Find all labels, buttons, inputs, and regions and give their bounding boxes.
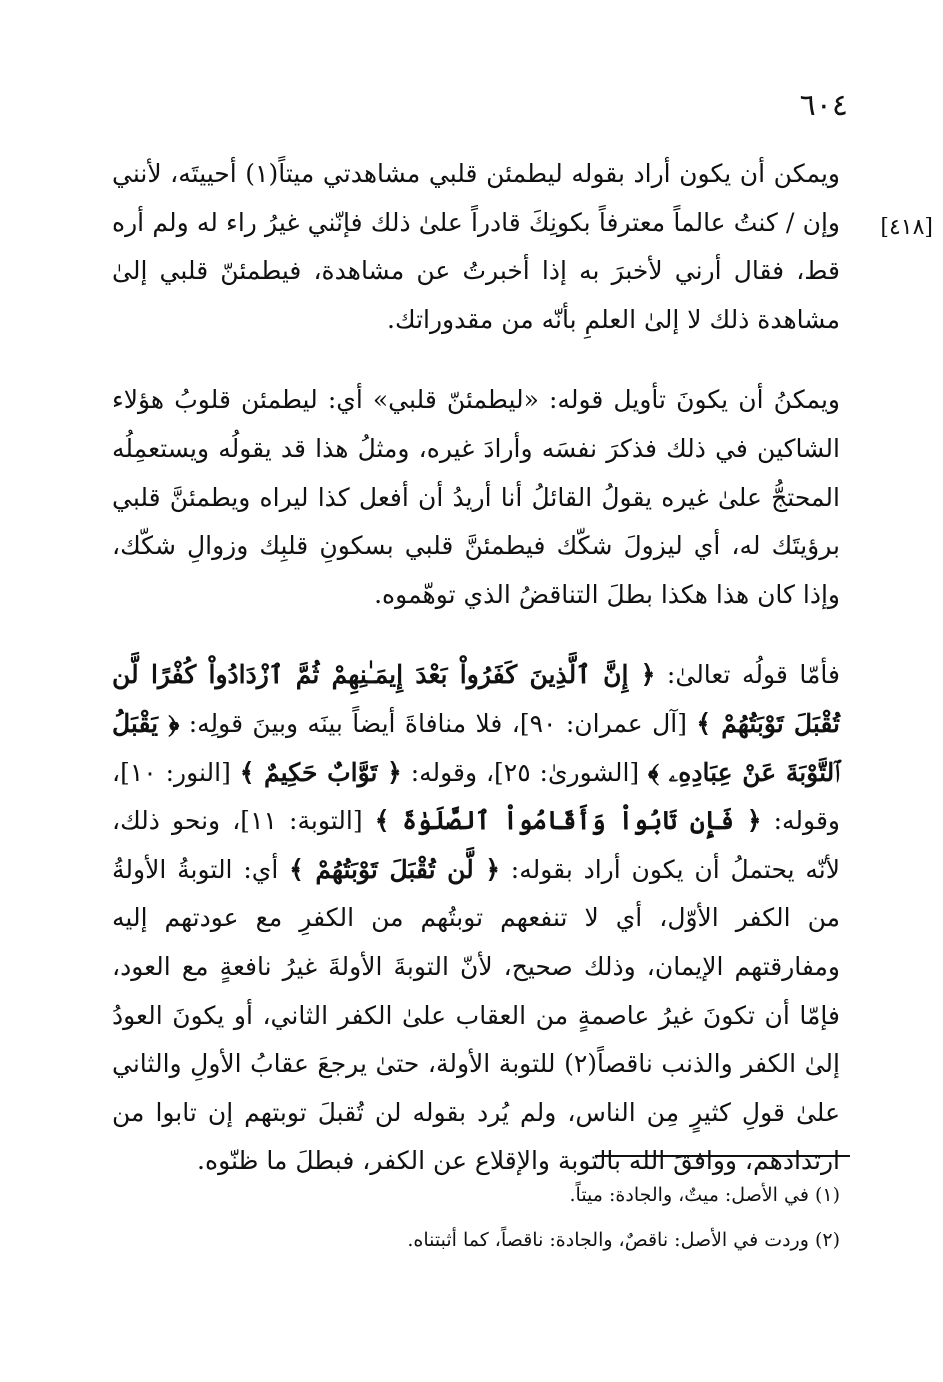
- quran-verse: ﴿ لَّن تُقْبَلَ تَوْبَتُهُمْ ﴾: [289, 854, 500, 884]
- paragraph-1: [112, 150, 840, 344]
- paragraph-text: ويمكن أن يكون أراد بقوله ليطمئن قلبي مشاهدتي ميتاً(١) أحييتَه، لأنني وإن / كنتُ عالماً معترفاً بكونِكَ قادراً علىٰ ذلك فإنّني غيرُ راء له ولم أره قط، فقال أرني لأخبرَ به إذا أخبرتُ عن مشاهدة، فيطمئنّ قلبي إلىٰ مشاهدة ذلك لا إلىٰ العلمِ بأنّه من مقدوراتك.: [112, 159, 840, 334]
- quran-verse: ﴿ إِنَّ ٱلَّذِينَ كَفَرُواْ بَعْدَ إِيمَـٰنِهِمْ ثُمَّ ٱزْدَادُواْ كُفْرًا لَّن تُقْبَلَ تَوْبَتُهُمْ ﴾: [112, 660, 840, 738]
- paragraph-text: [آل عمران: ٩٠]، فلا منافاةَ أيضاً بينَه وبينَ قولِه:: [179, 708, 697, 738]
- paragraph-text: أي: التوبةُ الأولةُ من الكفر الأوّل، أي لا تنفعهم توبتُهم من الكفرِ مع عودتهم إليه ومفارقتهم الإيمان، وذلك صحيح، لأنّ التوبةَ الأولةَ غيرُ نافعةٍ مع العود، فإمّا أن تكونَ غيرُ عاصمةٍ من العقاب علىٰ الكفر الثاني، أو يكونَ العودُ إلىٰ الكفر والذنب ناقصاً(٢) للتوبة الأولة، حتىٰ يرجعَ عقابُ الأولِ والثاني علىٰ قولِ كثيرٍ مِن الناس، ولم يُرد بقوله لن تُقبلَ توبتهم إن تابوا من ارتدادهم، ووافقَ الله بالتوبة والإقلاع عن الكفر، فبطلَ ما ظنّوه.: [112, 854, 840, 1176]
- footnotes: [112, 1173, 840, 1263]
- footnote-divider: [595, 1155, 850, 1157]
- footnote-2: (٢) وردت في الأصل: ناقصٌ، والجادة: ناقصاً، كما أثبتناه.: [407, 1229, 840, 1251]
- paragraph-text: [التوبة: ١١]، ونحو ذلك، لأنّه يحتملُ أن يكون أراد بقوله:: [112, 806, 840, 884]
- quran-verse: ﴿ فَإِن تَابُواْ وَأَقَامُواْ ٱلصَّلَوٰةَ ﴾: [374, 806, 762, 836]
- paragraph-2: [112, 376, 840, 619]
- paragraph-text: فأمّا قولُه تعالىٰ:: [655, 660, 840, 690]
- footnote-1: (١) في الأصل: ميتٌ، والجادة: ميتاً.: [569, 1184, 840, 1206]
- paragraph-text: [الشورىٰ: ٢٥]، وقوله:: [401, 757, 649, 787]
- manuscript-folio-marker: [٤١٨]: [880, 215, 933, 240]
- quran-verse: ﴿ يَقْبَلُ ٱلتَّوْبَةَ عَنْ عِبَادِهِۦ ﴾: [112, 708, 840, 787]
- paragraph-text: ويمكنُ أن يكونَ تأويل قوله: «ليطمئنّ قلبي» أي: ليطمئن قلوبُ هؤلاء الشاكين في ذلك فذكرَ نفسَه وأرادَ غيره، ومثلُ هذا قد يقولُه ويستعمِلُه المحتجُّ علىٰ غيره يقولُ القائلُ أنا أريدُ أن أفعل كذا ليراه ويطمئنَّ قلبي برؤيتَك له، أي ليزولَ شكّك فيطمئنَّ قلبي بسكونِ قلبِك وزوالِ شكّك، وإذا كان هذا هكذا بطلَ التناقضُ الذي توهّموه.: [112, 385, 840, 609]
- paragraph-3: [112, 651, 840, 1186]
- paragraph-text: [النور: ١٠]، وقوله:: [112, 757, 840, 836]
- page-number: ٦٠٤: [799, 88, 848, 123]
- quran-verse: ﴿ تَوَّابٌ حَكِيمٌ ﴾: [239, 757, 402, 787]
- main-text: [112, 150, 840, 1186]
